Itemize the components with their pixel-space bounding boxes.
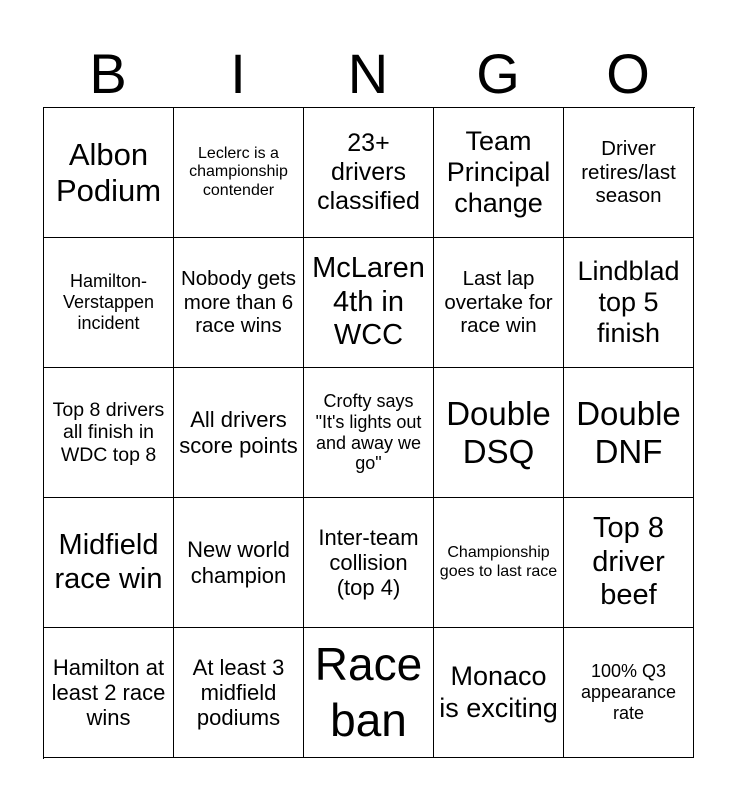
bingo-cell-r3c2[interactable]: All drivers score points <box>174 368 304 498</box>
bingo-cell-r5c3[interactable]: Race ban <box>304 628 434 758</box>
bingo-cell-r3c4[interactable]: Double DSQ <box>434 368 564 498</box>
bingo-header <box>43 40 693 108</box>
bingo-cell-r3c5[interactable]: Double DNF <box>564 368 694 498</box>
bingo-cell-r4c1[interactable]: Midfield race win <box>44 498 174 628</box>
header-letter-b: B <box>89 42 127 105</box>
bingo-cell-r2c4[interactable]: Last lap overtake for race win <box>434 238 564 368</box>
header-letter-o: O <box>606 42 650 105</box>
bingo-cell-r4c2[interactable]: New world champion <box>174 498 304 628</box>
bingo-cell-r1c5[interactable]: Driver retires/last season <box>564 108 694 238</box>
bingo-cell-r4c4[interactable]: Championship goes to last race <box>434 498 564 628</box>
bingo-cell-r2c5[interactable]: Lindblad top 5 finish <box>564 238 694 368</box>
bingo-cell-r5c2[interactable]: At least 3 midfield podiums <box>174 628 304 758</box>
bingo-cell-r3c3[interactable]: Crofty says "It's lights out and away we go" <box>304 368 434 498</box>
bingo-grid <box>43 107 695 759</box>
bingo-cell-r1c3[interactable]: 23+ drivers classified <box>304 108 434 238</box>
bingo-cell-r1c4[interactable]: Team Principal change <box>434 108 564 238</box>
bingo-cell-r2c3[interactable]: McLaren 4th in WCC <box>304 238 434 368</box>
bingo-cell-r2c2[interactable]: Nobody gets more than 6 race wins <box>174 238 304 368</box>
bingo-cell-r2c1[interactable]: Hamilton-Verstappen incident <box>44 238 174 368</box>
header-letter-i: I <box>230 42 246 105</box>
bingo-cell-r5c1[interactable]: Hamilton at least 2 race wins <box>44 628 174 758</box>
bingo-cell-r3c1[interactable]: Top 8 drivers all finish in WDC top 8 <box>44 368 174 498</box>
bingo-cell-r1c2[interactable]: Leclerc is a championship contender <box>174 108 304 238</box>
bingo-cell-r4c3[interactable]: Inter-team collision (top 4) <box>304 498 434 628</box>
bingo-cell-r5c5[interactable]: 100% Q3 appearance rate <box>564 628 694 758</box>
bingo-cell-r4c5[interactable]: Top 8 driver beef <box>564 498 694 628</box>
bingo-cell-r1c1[interactable]: Albon Podium <box>44 108 174 238</box>
header-letter-n: N <box>347 42 389 105</box>
header-letter-g: G <box>476 42 520 105</box>
bingo-cell-r5c4[interactable]: Monaco is exciting <box>434 628 564 758</box>
